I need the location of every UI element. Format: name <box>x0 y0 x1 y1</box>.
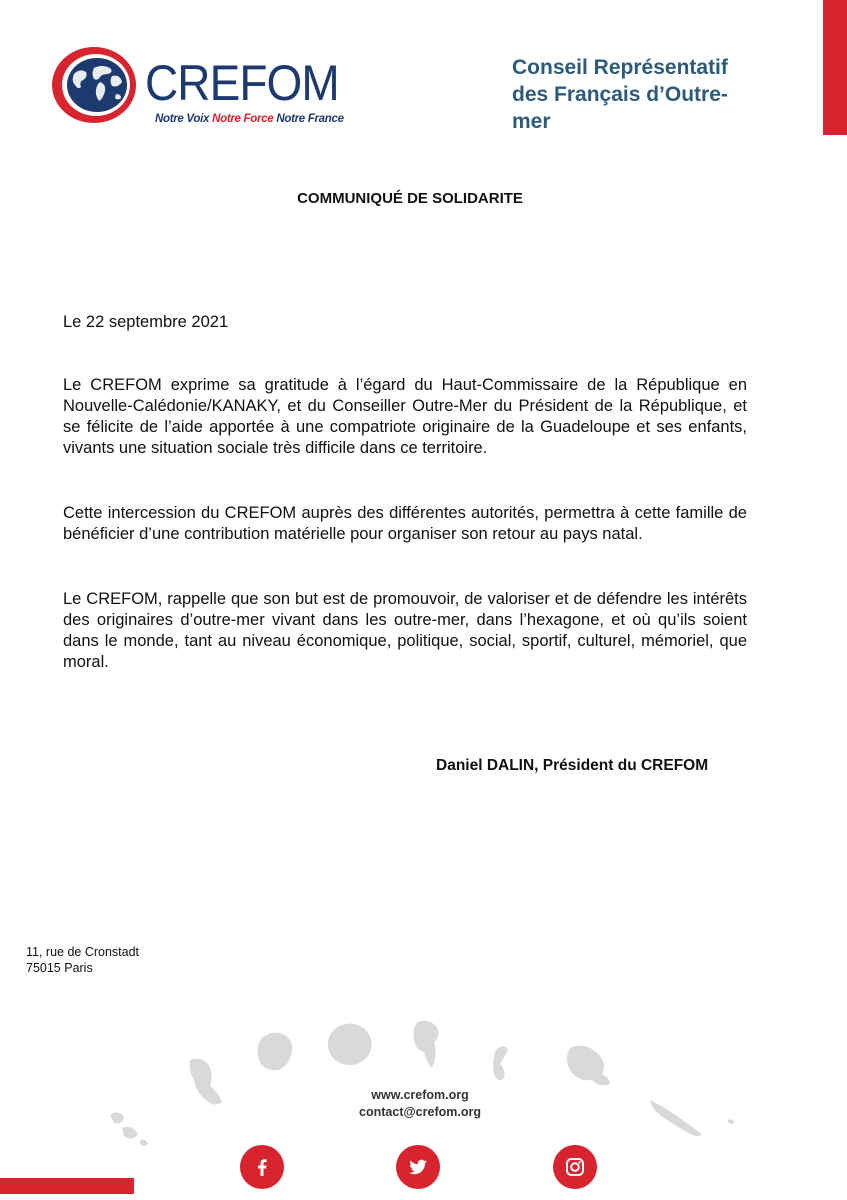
instagram-button[interactable] <box>553 1145 597 1189</box>
twitter-button[interactable] <box>396 1145 440 1189</box>
overseas-territories-silhouettes <box>0 1010 847 1160</box>
document-date: Le 22 septembre 2021 <box>63 313 229 331</box>
organization-name: Conseil Représentatif des Français d’Outre-mer <box>512 56 728 133</box>
address-street: 11, rue de Cronstadt <box>26 945 140 959</box>
decorative-red-bar-top <box>823 0 847 135</box>
signature: Daniel DALIN, Président du CREFOM <box>436 757 709 774</box>
facebook-button[interactable] <box>240 1145 284 1189</box>
facebook-icon <box>250 1155 274 1179</box>
twitter-icon <box>406 1155 430 1179</box>
decorative-red-bar-bottom <box>0 1178 134 1194</box>
paragraph: Le CREFOM exprime sa gratitude à l’égard du Haut-Commissaire de la République en Nouvelle-Calédonie/KANAKY, et du Conseiller Outre-Mer du Président de la République, et se félicite de l’aide apportée à une compatriote originaire de la Guadeloupe et ses enfants, vivants une situation sociale très difficile dans ce territoire. <box>63 376 747 457</box>
email-link[interactable]: contact@crefom.org <box>359 1105 481 1119</box>
address-city: 75015 Paris <box>26 961 93 975</box>
paragraph: Le CREFOM, rappelle que son but est de promouvoir, de valoriser et de défendre les intérêts des originaires d’outre-mer vivant dans les outre-mer, dans l’hexagone, et où qu’ils soient dans le monde, tant au niveau économique, politique, social, sportif, culturel, mémoriel, que moral. <box>63 590 747 671</box>
website-link[interactable]: www.crefom.org <box>371 1088 469 1102</box>
logo-wordmark: CREFOM <box>145 55 339 111</box>
paragraph: Cette intercession du CREFOM auprès des différentes autorités, permettra à cette famille de bénéficier d’une contribution matérielle pour organiser son retour au pays natal. <box>63 504 747 543</box>
contact-block <box>320 1087 520 1121</box>
postal-address <box>26 944 139 976</box>
instagram-icon <box>563 1155 587 1179</box>
document-title: COMMUNIQUÉ DE SOLIDARITE <box>297 190 523 207</box>
logo-tagline: Notre Voix Notre Force Notre France <box>155 113 344 125</box>
